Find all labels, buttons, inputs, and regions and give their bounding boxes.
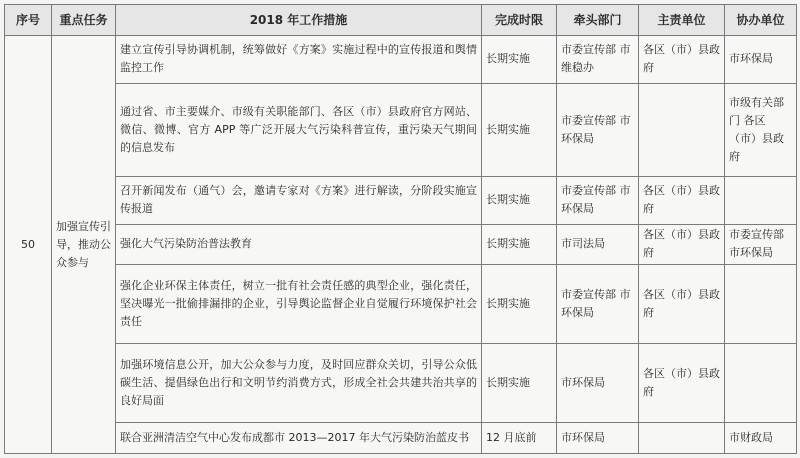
header-assist: 协办单位 — [725, 5, 797, 36]
header-seq: 序号 — [5, 5, 52, 36]
header-row — [5, 5, 797, 36]
group-task: 加强宣传引导，推动公众参与 — [52, 36, 116, 454]
assist-cell: 市委宣传部 市环保局 — [725, 224, 797, 264]
deadline-cell: 长期实施 — [482, 224, 557, 264]
assist-cell — [725, 177, 797, 225]
measure-cell: 强化大气污染防治普法教育 — [116, 224, 482, 264]
table-row — [5, 422, 797, 453]
measure-cell: 通过省、市主要媒介、市级有关职能部门、各区（市）县政府官方网站、微信、微博、官方 APP 等广泛开展大气污染科普宣传，重污染天气期间的信息发布 — [116, 83, 482, 176]
lead-cell: 市环保局 — [557, 344, 639, 423]
lead-cell: 市司法局 — [557, 224, 639, 264]
header-responsible: 主责单位 — [639, 5, 725, 36]
lead-cell: 市环保局 — [557, 422, 639, 453]
assist-cell: 市财政局 — [725, 422, 797, 453]
lead-cell: 市委宣传部 市环保局 — [557, 83, 639, 176]
group-seq: 50 — [5, 36, 52, 454]
responsible-cell: 各区（市）县政府 — [639, 265, 725, 344]
lead-cell: 市委宣传部 市维稳办 — [557, 36, 639, 84]
responsible-cell — [639, 83, 725, 176]
table-row — [5, 36, 797, 84]
table-row — [5, 224, 797, 264]
assist-cell: 市级有关部门 各区（市）县政府 — [725, 83, 797, 176]
deadline-cell: 长期实施 — [482, 265, 557, 344]
measure-cell: 加强环境信息公开，加大公众参与力度，及时回应群众关切，引导公众低碳生活、提倡绿色出行和文明节约消费方式，形成全社会共建共治共享的良好局面 — [116, 344, 482, 423]
measure-cell: 联合亚洲清洁空气中心发布成都市 2013—2017 年大气污染防治蓝皮书 — [116, 422, 482, 453]
lead-cell: 市委宣传部 市环保局 — [557, 177, 639, 225]
deadline-cell: 长期实施 — [482, 177, 557, 225]
responsible-cell — [639, 422, 725, 453]
header-deadline: 完成时限 — [482, 5, 557, 36]
responsible-cell: 各区（市）县政府 — [639, 36, 725, 84]
assist-cell: 市环保局 — [725, 36, 797, 84]
work-plan-table — [4, 4, 797, 454]
responsible-cell: 各区（市）县政府 — [639, 344, 725, 423]
header-lead: 牵头部门 — [557, 5, 639, 36]
table-row — [5, 177, 797, 225]
header-task: 重点任务 — [52, 5, 116, 36]
responsible-cell: 各区（市）县政府 — [639, 177, 725, 225]
responsible-cell: 各区（市）县政府 — [639, 224, 725, 264]
deadline-cell: 长期实施 — [482, 36, 557, 84]
table-row — [5, 344, 797, 423]
deadline-cell: 12 月底前 — [482, 422, 557, 453]
assist-cell — [725, 344, 797, 423]
lead-cell: 市委宣传部 市环保局 — [557, 265, 639, 344]
header-measures: 2018 年工作措施 — [116, 5, 482, 36]
deadline-cell: 长期实施 — [482, 83, 557, 176]
measure-cell: 建立宣传引导协调机制，统筹做好《方案》实施过程中的宣传报道和舆情监控工作 — [116, 36, 482, 84]
deadline-cell: 长期实施 — [482, 344, 557, 423]
table-row — [5, 265, 797, 344]
measure-cell: 强化企业环保主体责任，树立一批有社会责任感的典型企业，强化责任，坚决曝光一批偷排漏排的企业，引导舆论监督企业自觉履行环境保护社会责任 — [116, 265, 482, 344]
table-row — [5, 83, 797, 176]
measure-cell: 召开新闻发布（通气）会，邀请专家对《方案》进行解读，分阶段实施宣传报道 — [116, 177, 482, 225]
assist-cell — [725, 265, 797, 344]
